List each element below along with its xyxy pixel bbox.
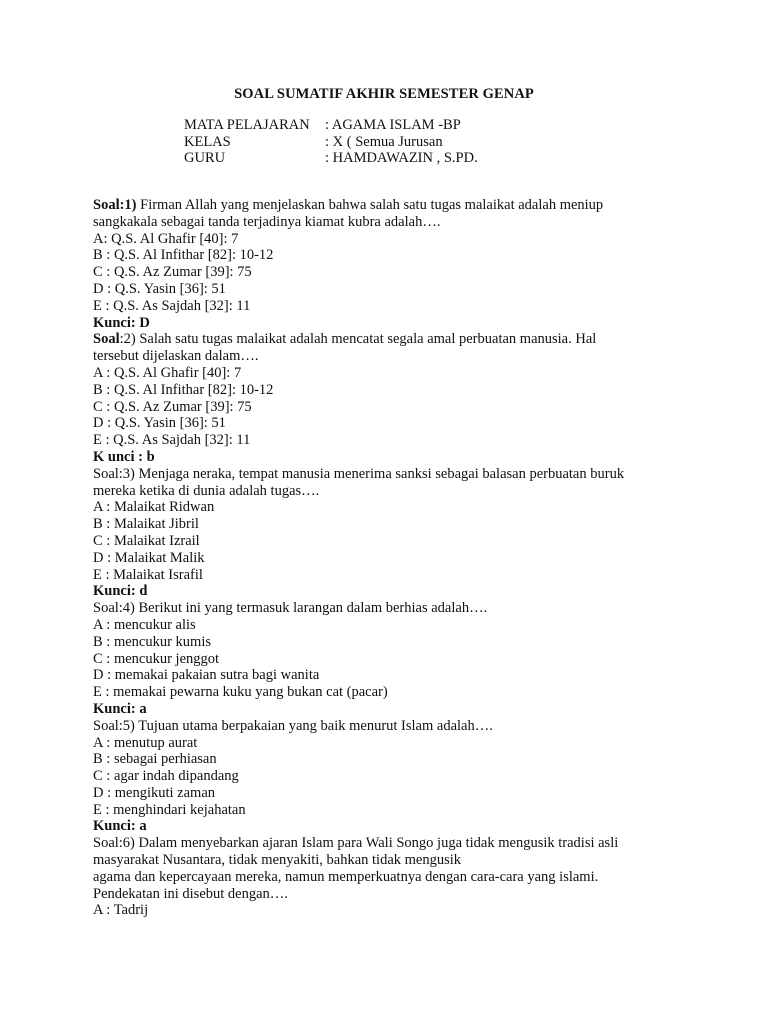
answer-option: B : mencukur kumis xyxy=(93,633,212,650)
question-text-line xyxy=(93,886,693,903)
question-text: mereka ketika di dunia adalah tugas…. xyxy=(93,482,320,499)
question-block xyxy=(93,466,693,600)
question-text-line xyxy=(93,852,693,869)
answer-option: D : Q.S. Yasin [36]: 51 xyxy=(93,280,226,297)
meta-label: KELAS xyxy=(184,133,231,150)
answer-option: B : Malaikat Jibril xyxy=(93,516,199,533)
question-text-line xyxy=(93,835,693,852)
question-text: agama dan kepercayaan mereka, namun memperkuatnya dengan cara-cara yang islami. xyxy=(93,868,599,885)
meta-row-subject xyxy=(184,117,478,134)
question-block xyxy=(93,718,693,836)
answer-option: E : memakai pewarna kuku yang bukan cat (pacar) xyxy=(93,684,388,701)
question-text: Pendekatan ini disebut dengan…. xyxy=(93,885,288,902)
question-block xyxy=(93,835,693,919)
question-text: Soal:5) Tujuan utama berpakaian yang baik menurut Islam adalah…. xyxy=(93,717,493,734)
question-number: Soal xyxy=(93,331,120,348)
answer-option: B : Q.S. Al Infithar [82]: 10-12 xyxy=(93,247,274,264)
document-meta xyxy=(184,117,478,167)
meta-label: MATA PELAJARAN xyxy=(184,117,310,133)
answer-option: E : Q.S. As Sajdah [32]: 11 xyxy=(93,297,251,314)
answer-option: E : Q.S. As Sajdah [32]: 11 xyxy=(93,432,251,449)
meta-value: : X ( Semua Jurusan xyxy=(325,133,443,150)
question-text-line xyxy=(93,331,693,348)
answer-option: A : mencukur alis xyxy=(93,616,196,633)
meta-row-teacher xyxy=(184,150,478,167)
answer-option: A : Malaikat Ridwan xyxy=(93,499,215,516)
meta-value: : HAMDAWAZIN , S.PD. xyxy=(325,150,478,166)
question-block xyxy=(93,600,693,718)
answer-option: B : Q.S. Al Infithar [82]: 10-12 xyxy=(93,381,274,398)
answer-option: A : menutup aurat xyxy=(93,734,198,751)
answer-key: Kunci: a xyxy=(93,700,147,717)
answer-key: K unci : b xyxy=(93,448,155,465)
question-text-line xyxy=(93,718,693,735)
question-text-line xyxy=(93,197,693,214)
answer-option: A: Q.S. Al Ghafir [40]: 7 xyxy=(93,230,239,247)
question-text: masyarakat Nusantara, tidak menyakiti, bahkan tidak mengusik xyxy=(93,852,462,869)
question-text: :2) Salah satu tugas malaikat adalah mencatat segala amal perbuatan manusia. Hal xyxy=(119,331,597,348)
question-text: Soal:4) Berikut ini yang termasuk larangan dalam berhias adalah…. xyxy=(93,600,488,617)
answer-key: Kunci: D xyxy=(93,314,150,331)
meta-label: GURU xyxy=(184,150,226,166)
question-text-line xyxy=(93,483,693,500)
question-text: tersebut dijelaskan dalam…. xyxy=(93,348,259,365)
question-text: Firman Allah yang menjelaskan bahwa salah satu tugas malaikat adalah meniup xyxy=(136,197,604,213)
answer-key: Kunci: d xyxy=(93,583,148,600)
meta-row-class xyxy=(184,134,478,151)
meta-value: : AGAMA ISLAM -BP xyxy=(325,117,461,133)
answer-option: D : memakai pakaian sutra bagi wanita xyxy=(93,667,320,684)
answer-option: A : Tadrij xyxy=(93,902,149,919)
question-text-line xyxy=(93,466,693,483)
answer-option: C : mencukur jenggot xyxy=(93,650,220,667)
question-text: Soal:3) Menjaga neraka, tempat manusia menerima sanksi sebagai balasan perbuatan buruk xyxy=(93,465,625,482)
question-text: sangkakala sebagai tanda terjadinya kiamat kubra adalah…. xyxy=(93,213,441,230)
question-list xyxy=(93,197,693,919)
answer-option: C : Q.S. Az Zumar [39]: 75 xyxy=(93,264,252,281)
answer-option: A : Q.S. Al Ghafir [40]: 7 xyxy=(93,364,242,381)
question-text-line xyxy=(93,348,693,365)
question-text-line xyxy=(93,869,693,886)
question-text-line xyxy=(93,214,693,231)
answer-option: C : Malaikat Izrail xyxy=(93,532,200,549)
document-title: SOAL SUMATIF AKHIR SEMESTER GENAP xyxy=(234,86,534,102)
answer-option: D : mengikuti zaman xyxy=(93,784,216,801)
question-block xyxy=(93,197,693,331)
answer-option: C : agar indah dipandang xyxy=(93,768,239,785)
question-text: Soal:6) Dalam menyebarkan ajaran Islam para Wali Songo juga tidak mengusik tradisi asli xyxy=(93,835,619,852)
question-number: Soal:1) xyxy=(93,197,137,213)
answer-option: B : sebagai perhiasan xyxy=(93,751,217,768)
answer-option: D : Malaikat Malik xyxy=(93,549,205,566)
answer-option: D : Q.S. Yasin [36]: 51 xyxy=(93,415,226,432)
answer-option: E : Malaikat Israfil xyxy=(93,566,203,583)
answer-option: E : menghindari kejahatan xyxy=(93,801,246,818)
question-text-line xyxy=(93,600,693,617)
question-block xyxy=(93,331,693,465)
answer-option: C : Q.S. Az Zumar [39]: 75 xyxy=(93,398,252,415)
answer-key: Kunci: a xyxy=(93,818,147,835)
